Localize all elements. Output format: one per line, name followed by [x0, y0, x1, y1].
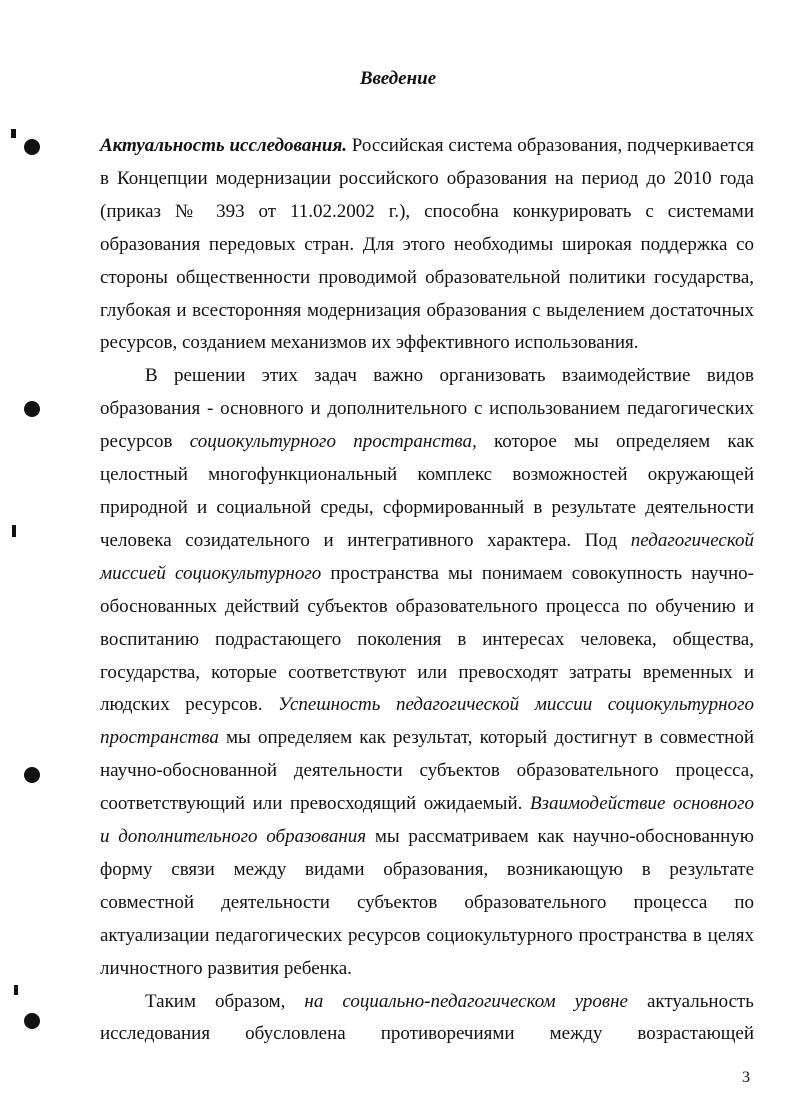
binding-hole-mark	[24, 1013, 40, 1029]
paragraph-run: мы рассматриваем как научно-обоснованную форму связи между видами образования, возникающую в результате совместной деятельности субъектов образовательного процесса по актуализации педагогических ресурсов социокультурного пространства в целях личностного развития ребенка.	[100, 826, 754, 979]
paragraph	[100, 986, 754, 1052]
document-body	[100, 130, 754, 1051]
paragraph-run: которое мы определяем как целостный многофункциональный комплекс возможностей окружающей природной и социальной среды, сформированный в результате деятельности человека созидательного и интегративного характера. Под	[100, 431, 754, 551]
paragraph-run: пространства мы понимаем совокупность научно-обоснованных действий субъектов образовательного процесса по обучению и воспитанию подрастающего поколения в интересах человека, общества, государства, которые соответствуют или превосходят затраты временных и людских ресурсов.	[100, 562, 754, 716]
paragraph-run: Актуальность исследования.	[100, 135, 348, 156]
binding-hole-mark	[24, 401, 40, 417]
paragraph	[100, 130, 754, 360]
paragraph-run: Успешность педагогической миссии социокультурного пространства	[100, 694, 755, 749]
paragraph-run: Таким образом,	[145, 990, 305, 1012]
scan-mark	[12, 525, 16, 537]
paragraph-run: Взаимодействие основного и дополнительного образования	[100, 793, 754, 848]
section-title: Введение	[359, 68, 437, 89]
page-number: 3	[742, 1069, 750, 1086]
scan-mark	[14, 985, 18, 995]
paragraph-run: Российская система образования, подчеркивается в Концепции модернизации российского образования на период до 2010 года (приказ № 393 от 11.02.2002 г.), способна конкурировать с системами образования передовых стран. Для этого необходимы широкая поддержка со стороны общественности проводимой образовательной политики государства, глубокая и всесторонняя модернизация образования с выделением достаточных ресурсов, созданием механизмов их эффективного использования.	[100, 135, 755, 354]
scan-mark	[11, 129, 16, 138]
paragraph	[100, 360, 754, 985]
binding-hole-mark	[24, 767, 40, 783]
paragraph-run: на социально-педагогическом уровне	[304, 990, 628, 1012]
paragraph-run: социокультурного пространства,	[189, 431, 477, 453]
binding-hole-mark	[24, 139, 40, 155]
paragraph-run: актуальность исследования обусловлена противоречиями между возрастающей	[100, 990, 754, 1045]
paragraph-run: мы определяем как результат, который достигнут в совместной научно-обоснованной деятельности субъектов образовательного процесса, соответствующий или превосходящий ожидаемый.	[100, 727, 754, 815]
paragraph-run: педагогической миссией социокультурного	[100, 529, 754, 584]
paragraph-run: В решении этих задач важно организовать взаимодействие видов образования - основного и дополнительного с использованием педагогических ресурсов	[100, 365, 754, 453]
